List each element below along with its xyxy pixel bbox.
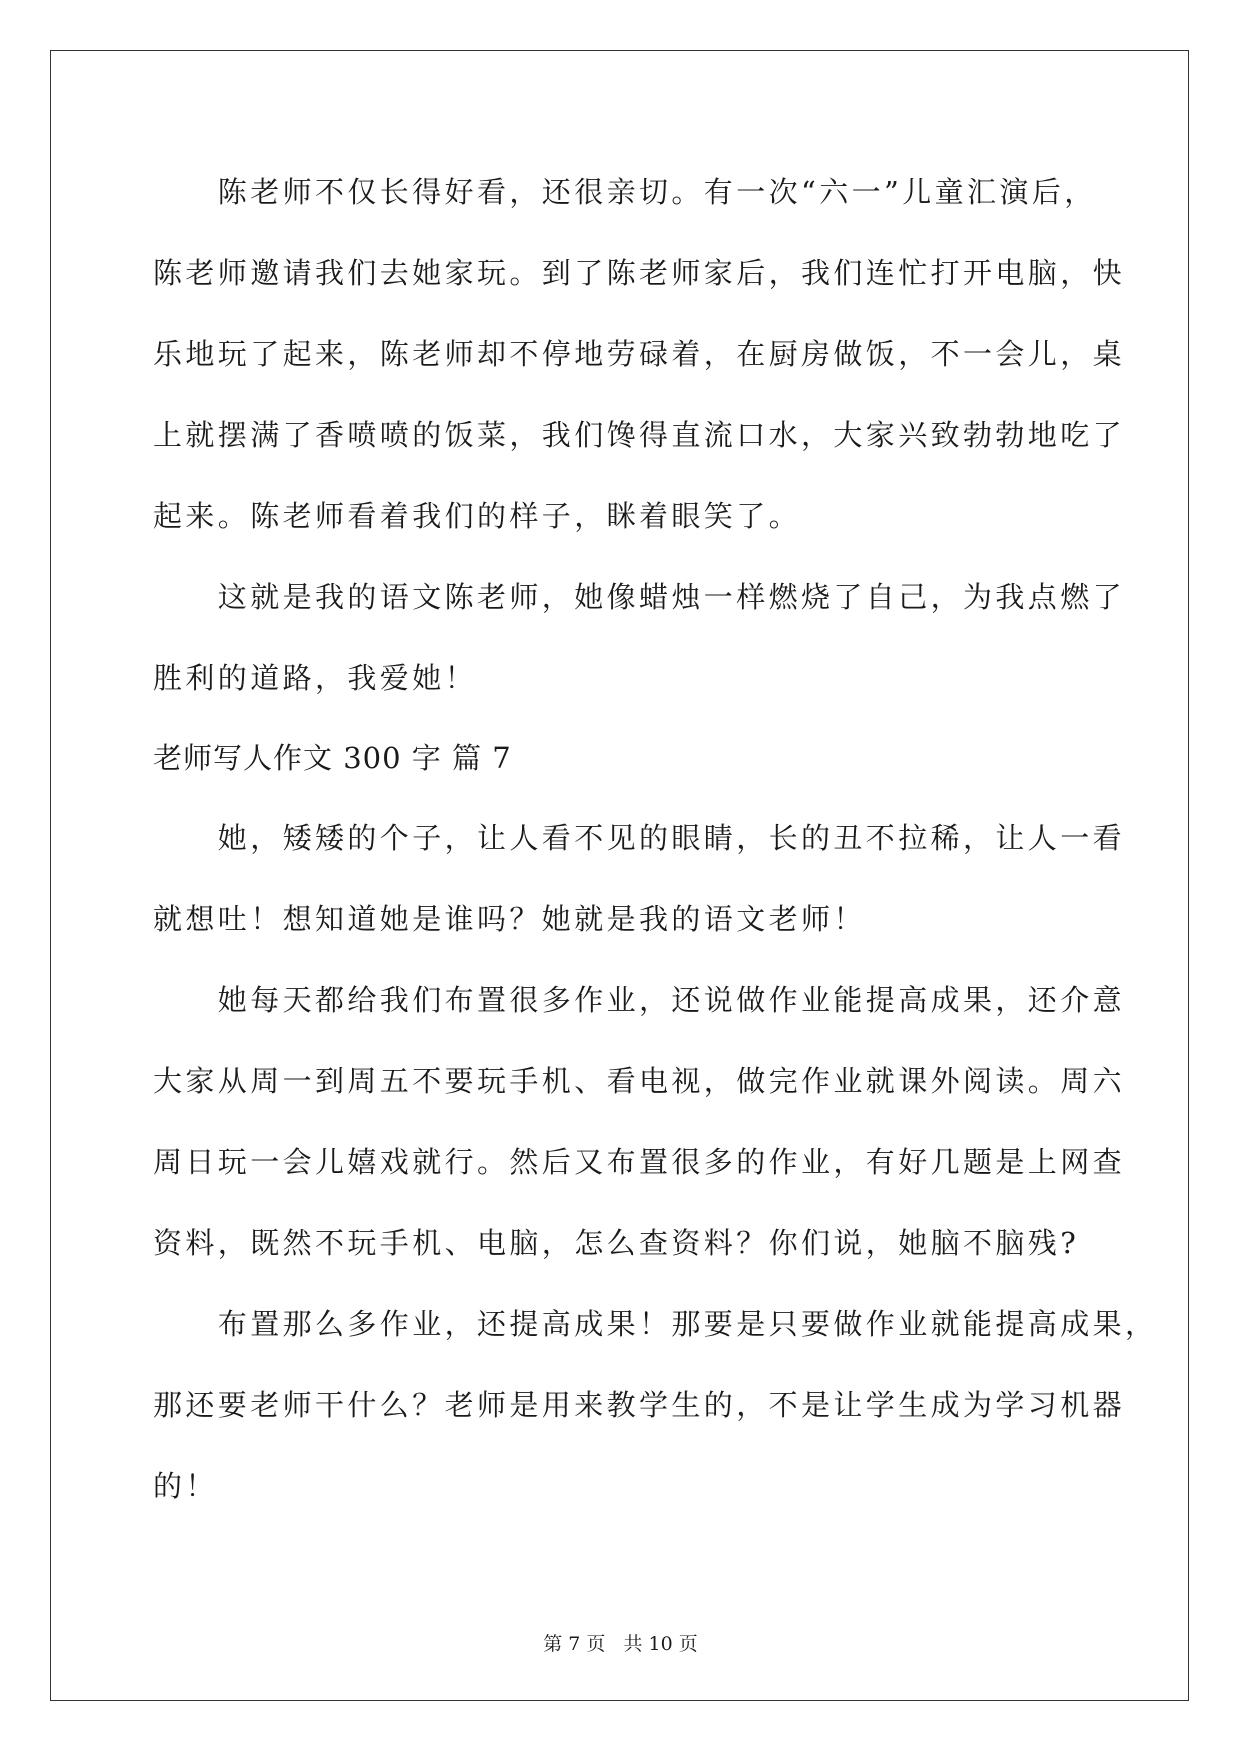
- paragraph-line: 陈老师邀请我们去她家玩。到了陈老师家后，我们连忙打开电脑，快: [153, 256, 1126, 290]
- paragraph-line: 周日玩一会儿嬉戏就行。然后又布置很多的作业，有好几题是上网查: [153, 1145, 1126, 1179]
- paragraph-line: 就想吐！想知道她是谁吗？她就是我的语文老师！: [153, 902, 866, 936]
- section-heading: 老师写人作文 300 字 篇 7: [153, 741, 512, 775]
- paragraph-line: 这就是我的语文陈老师，她像蜡烛一样燃烧了自己，为我点燃了: [153, 580, 1126, 614]
- paragraph-line: 那还要老师干什么？老师是用来教学生的，不是让学生成为学习机器: [153, 1388, 1126, 1422]
- paragraph-line: 她，矮矮的个子，让人看不见的眼睛，长的丑不拉稀，让人一看: [153, 821, 1126, 855]
- paragraph-line: 大家从周一到周五不要玩手机、看电视，做完作业就课外阅读。周六: [153, 1064, 1126, 1098]
- paragraph-line: 陈老师不仅长得好看，还很亲切。有一次“六一”儿童汇演后，: [153, 175, 1097, 209]
- paragraph-line: 上就摆满了香喷喷的饭菜，我们馋得直流口水，大家兴致勃勃地吃了: [153, 418, 1126, 452]
- paragraph-line: 胜利的道路，我爱她！: [153, 661, 478, 695]
- page-border: [50, 50, 1189, 1701]
- paragraph-line: 资料，既然不玩手机、电脑，怎么查资料？你们说，她脑不脑残?: [153, 1226, 1080, 1260]
- page-number: 第 7 页 共 10 页: [543, 1633, 698, 1655]
- paragraph-line: 乐地玩了起来，陈老师却不停地劳碌着，在厨房做饭，不一会儿，桌: [153, 337, 1126, 371]
- paragraph-line: 她每天都给我们布置很多作业，还说做作业能提高成果，还介意: [153, 983, 1126, 1017]
- paragraph-line: 的！: [153, 1469, 218, 1503]
- paragraph-line: 布置那么多作业，还提高成果！那要是只要做作业就能提高成果，: [153, 1307, 1158, 1341]
- paragraph-line: 起来。陈老师看着我们的样子，眯着眼笑了。: [153, 499, 802, 533]
